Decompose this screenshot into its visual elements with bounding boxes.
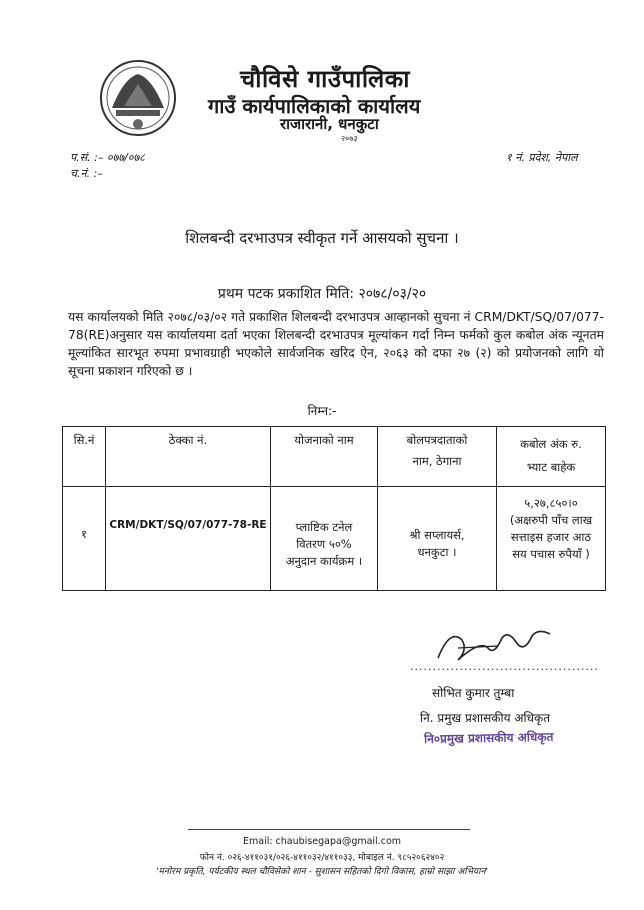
cell-project-line2: वितरण ५०% xyxy=(296,537,352,551)
header-bidder xyxy=(378,427,497,487)
dispatch-number: च.नं. :– xyxy=(70,167,103,180)
bid-table xyxy=(62,426,606,591)
cell-bidder-line2: धनकुटा । xyxy=(417,545,457,559)
cell-project-line1: प्लाष्टिक टनेल xyxy=(295,520,353,534)
cell-project xyxy=(271,487,378,591)
cell-contract-value: CRM/DKT/SQ/07/077-78-RE xyxy=(109,519,267,531)
table-header-row xyxy=(63,427,606,487)
footer-phone: फोन नं. ०२६-४११०३१/०२६-४११०३२/४११०३३, मोबाइल नं. ९८५२०६२४०२ xyxy=(199,853,445,863)
header-bidder-label-2: नाम, ठेगाना xyxy=(412,454,462,468)
notice-body: यस कार्यालयको मिति २०७८/०३/०२ गते प्रकाशित शिलबन्दी दरभाउपत्र आव्हानको सुचना नं CRM/DKT/SQ/07/077-78(RE)अनुसार यस कार्यालयमा दर्ता भएका शिलबन्दी दरभाउपत्र मूल्यांकन गर्दा निम्न फर्मको कुल कबोल अंक न्यूनतम मूल्यांकित सारभूत रुपमा प्रभावग्राही भएकोले सार्वजनिक खरिद ऐन, २०६३ को दफा २७ (२) को प्रयोजनको लागि यो सूचना प्रकाशन गरिएको छ । xyxy=(68,310,604,378)
cell-contract xyxy=(106,487,271,591)
footer-divider xyxy=(188,829,470,830)
office-address: राजारानी, धनकुटा xyxy=(280,115,379,133)
cell-sn-value: १ xyxy=(81,527,87,541)
footer-motto: 'मनोरम प्रकृति, पर्यटकीय स्थल चौविसेको शान - सुशासन सहितको दिगो विकास, हाम्रो साझा अभियान' xyxy=(156,867,488,877)
cell-bidder-line1: श्री सप्लायर्स, xyxy=(409,528,465,542)
header-project xyxy=(271,427,378,487)
table-row xyxy=(63,487,606,591)
government-emblem-icon xyxy=(98,58,178,138)
official-stamp: नि०प्रमुख प्रशासकीय अधिकृत xyxy=(423,729,554,747)
cell-sn xyxy=(63,487,106,591)
cell-bidder xyxy=(378,487,497,591)
cell-amount-words3: सय पचास रुपैयाँ ) xyxy=(512,547,590,561)
signature-line: .......................................... xyxy=(410,660,599,673)
notice-subject: शिलबन्दी दरभाउपत्र स्वीकृत गर्ने आसयको सुचना । xyxy=(185,229,459,247)
publication-date: प्रथम पटक प्रकाशित मिति: २०७८/०३/२० xyxy=(217,286,427,302)
office-name-line2: गाउँ कार्यपालिकाको कार्यालय xyxy=(208,94,421,118)
province-label: १ नं. प्रदेश, नेपाल xyxy=(506,151,578,164)
cell-amount-value: ५,२७,८५०।० xyxy=(524,496,578,510)
footer-email: Email: chaubisegapa@gmail.com xyxy=(242,836,402,847)
header-amount-label-2: भ्याट बाहेक xyxy=(526,460,576,474)
header-project-label: योजनाको नाम xyxy=(294,433,354,447)
header-contract xyxy=(106,427,271,487)
office-established: २०७३ xyxy=(341,134,358,143)
header-amount xyxy=(497,427,606,487)
header-bidder-label-1: बोलपत्रदाताको xyxy=(406,433,468,447)
signer-name: सोभित कुमार तुम्बा xyxy=(432,686,515,700)
letter-reference-number: प.सं. :– ०७७/०७८ xyxy=(70,151,145,164)
cell-amount xyxy=(497,487,606,591)
office-name-line1: चौविसे गाउँपालिका xyxy=(240,65,410,93)
signer-title: नि. प्रमुख प्रशासकीय अधिकृत xyxy=(420,711,551,725)
header-contract-label: ठेक्का नं. xyxy=(168,433,208,447)
cell-amount-words2: सत्ताइस हजार आठ xyxy=(510,530,592,544)
header-sn-label: सि.नं xyxy=(73,433,95,447)
cell-amount-words1: (अक्षरुपी पाँच लाख xyxy=(509,513,593,527)
cell-project-line3: अनुदान कार्यक्रम । xyxy=(285,554,363,568)
header-amount-label-1: कबोल अंक रु. xyxy=(520,437,582,451)
header-sn xyxy=(63,427,106,487)
following-label: निम्न:- xyxy=(307,404,337,418)
